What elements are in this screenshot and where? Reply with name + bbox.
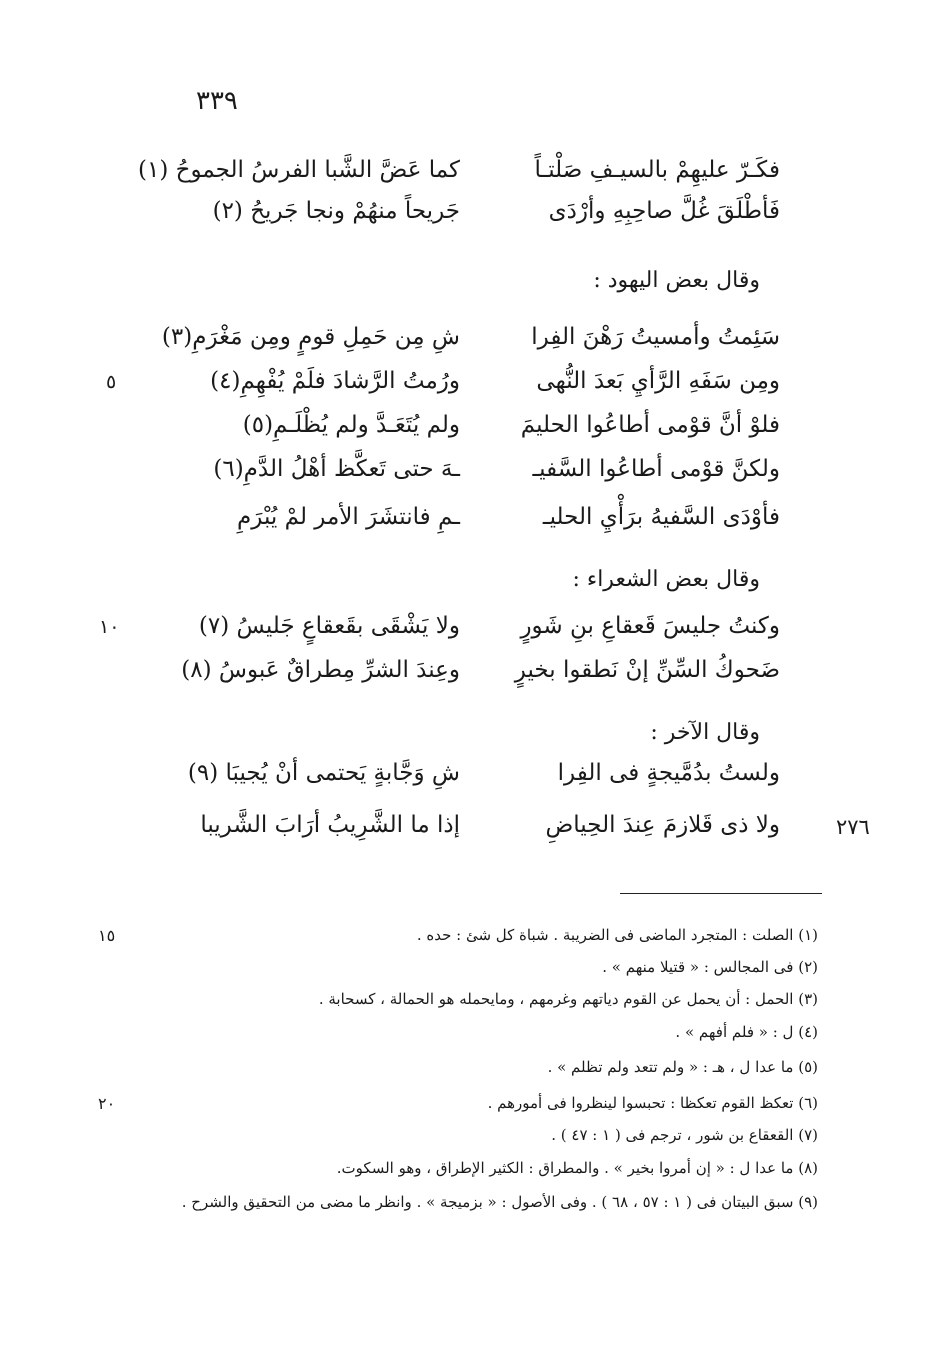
margin-line-number: ١٠ bbox=[99, 616, 120, 638]
verse-ajuz: كما عَضَّ الشَّبا الفرسُ الجموحُ (١) bbox=[138, 157, 460, 183]
margin-line-number: ٢٠ bbox=[98, 1094, 116, 1113]
verse-ajuz: شِ مِن حَمِلِ قومٍ ومِن مَغْرَمِ(٣) bbox=[161, 324, 460, 350]
poem-intro: وقال الآخر : bbox=[650, 720, 760, 745]
footnote-divider bbox=[620, 893, 822, 894]
margin-line-number: ١٥ bbox=[98, 926, 116, 945]
footnote: (٣) الحمل : أن يحمل عن القوم دياتهم وغرمهم ، ومايحمله هو الحمالة ، كسحابة . bbox=[318, 990, 818, 1008]
verse-sadr: فلوْ أنَّ قوْمى أطاعُوا الحليمَ bbox=[520, 412, 780, 438]
verse-ajuz: ـمِ فانتشَرَ الأمر لمْ يُبْرَمِ bbox=[237, 504, 460, 530]
footnote: (٦) تعكظ القوم تعكظا : تحبسوا لينظروا فى أمورهم . bbox=[487, 1094, 818, 1112]
footnote: (١) الصلت : المتجرد الماضى فى الضريبة . شباة كل شئ : حده . bbox=[416, 926, 818, 944]
footnote: (٩) سبق البيتان فى ( ١ : ٥٧ ، ٦٨ ) . وفى الأصول : « بزميجة » . وانظر ما مضى من التحقيق والشرح . bbox=[181, 1193, 818, 1211]
footnote: (٥) ما عدا ل ، هـ : « ولم تتعد ولم تظلم » . bbox=[547, 1058, 818, 1076]
verse-ajuz: جَريحاً منهُمْ ونجا جَريحُ (٢) bbox=[212, 198, 460, 224]
verse-sadr: ولكنَّ قوْمى أطاعُوا السَّفيـ bbox=[532, 456, 780, 482]
verse-sadr: فَأطْلَقَ غُلَّ صاحِبِهِ وأرْدَى bbox=[548, 198, 780, 224]
verse-sadr: وكنتُ جليسَ قَعقاعِ بنِ شَورٍ bbox=[520, 613, 780, 639]
verse-ajuz: ولم يُتَعَـدَّ ولم يُظْلَـمِ(٥) bbox=[242, 412, 460, 438]
footnote: (٤) ل : « فلم أفهم » . bbox=[675, 1023, 818, 1041]
verse-sadr: فكَـرّ عليهِمْ بالسيـفِ صَلْتـاً bbox=[534, 157, 780, 183]
poem-intro: وقال بعض اليهود : bbox=[593, 268, 760, 293]
verse-sadr: ولا ذى قَلازمَ عِندَ الحِياضِ bbox=[545, 812, 780, 838]
verse-ajuz: ورُمتُ الرَّشادَ فلَمْ يُفْهِمِ(٤) bbox=[210, 368, 460, 394]
verse-ajuz: إذا ما الشَّرِيبُ أرَابَ الشَّريبا bbox=[200, 812, 460, 838]
verse-ajuz: وعِندَ الشرِّ مِطراقٌ عَبوسُ (٨) bbox=[181, 657, 460, 683]
verse-ajuz: شِ وَجَّابةٍ يَحتمى أنْ يُجيبَا (٩) bbox=[187, 760, 460, 786]
verse-sadr: ومِن سَفَهِ الرَّأيِ بَعدَ النُّهى bbox=[536, 368, 780, 394]
verse-sadr: ضَحوكُ السِّنِّ إنْ نَطقوا بخيرٍ bbox=[514, 657, 780, 683]
section-number: ٢٧٦ bbox=[836, 815, 870, 839]
margin-line-number: ٥ bbox=[106, 371, 117, 393]
verse-sadr: فأوْدَى السَّفيهُ برَأْيِ الحليـ bbox=[542, 504, 780, 530]
verse-sadr: سَئِمتُ وأمسيتُ رَهْنَ الفِرا bbox=[531, 324, 780, 350]
footnote: (٢) فى المجالس : « قتيلا منهم » . bbox=[602, 958, 818, 976]
verse-ajuz: ولا يَشْقَى بقَعقاعٍ جَليسُ (٧) bbox=[198, 613, 460, 639]
footnote: (٨) ما عدا ل : « إن أمروا بخير » . والمطراق : الكثير الإطراق ، وهو السكوت. bbox=[336, 1159, 818, 1177]
footnote: (٧) القعقاع بن شور ، ترجم فى ( ١ : ٤٧ ) . bbox=[551, 1126, 818, 1144]
verse-sadr: ولستُ بدُمَّيجةٍ فى الفِرا bbox=[557, 760, 780, 786]
verse-ajuz: ـهَ حتى تَعكَّظ أهْلُ الدَّمِ(٦) bbox=[213, 456, 460, 482]
poem-intro: وقال بعض الشعراء : bbox=[572, 567, 760, 592]
page-number: ٣٣٩ bbox=[196, 86, 238, 116]
